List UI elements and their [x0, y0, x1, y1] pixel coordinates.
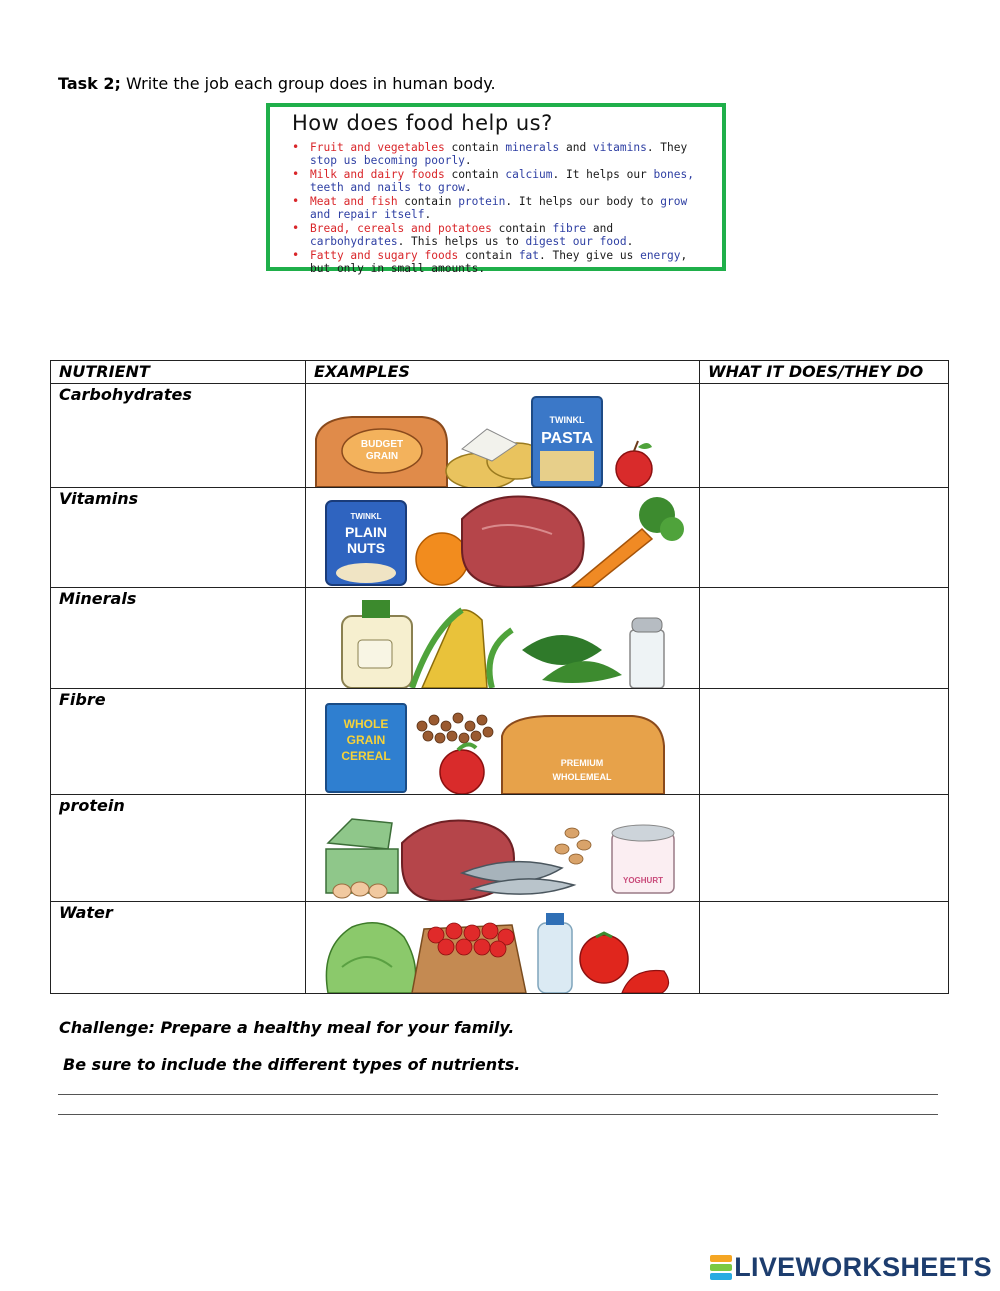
examples-cell [306, 384, 700, 488]
examples-cell [306, 689, 700, 795]
table-row [51, 588, 949, 689]
answer-line-2[interactable] [58, 1114, 938, 1115]
carbohydrates-food-image [312, 389, 692, 487]
fibre-label-cereal: CEREAL [341, 749, 391, 763]
table-row [51, 689, 949, 795]
brand-name: LIVEWORKSHEETS [734, 1252, 992, 1282]
info-bullet: • Bread, cereals and potatoes contain fibre and carbohydrates. This helps us to digest our food. [288, 222, 712, 248]
nutrient-name: Minerals [51, 588, 306, 689]
fibre-label-wholemeal: WHOLEMEAL [552, 772, 612, 782]
info-bullet: • Milk and dairy foods contain calcium. It helps our bones, teeth and nails to grow. [288, 168, 712, 194]
table-row [51, 795, 949, 902]
info-bullet: • Fatty and sugary foods contain fat. They give us energy, but only in small amounts. [288, 249, 712, 275]
table-header-row [51, 361, 949, 384]
table-row [51, 384, 949, 488]
protein-food-image [312, 803, 692, 901]
table-row [51, 488, 949, 588]
vit-label-twinkl: TWINKL [350, 512, 382, 521]
info-box-title: How does food help us? [292, 111, 553, 135]
liveworksheets-logo [710, 1252, 992, 1283]
fibre-label-grain: GRAIN [346, 733, 386, 747]
header-examples: EXAMPLES [306, 361, 700, 384]
info-bullet: • Fruit and vegetables contain minerals and vitamins. They stop us becoming poorly. [288, 141, 712, 167]
examples-cell [306, 588, 700, 689]
fibre-food-image [312, 696, 692, 794]
what-it-does-answer[interactable] [700, 588, 949, 689]
table-row [51, 902, 949, 994]
what-it-does-answer[interactable] [700, 488, 949, 588]
task-text: Write the job each group does in human body. [120, 74, 496, 93]
minerals-food-image [312, 590, 692, 688]
brand-mark-icon [710, 1255, 732, 1281]
nutrient-name: Fibre [51, 689, 306, 795]
info-box [266, 103, 726, 275]
info-list [288, 141, 712, 275]
what-it-does-answer[interactable] [700, 902, 949, 994]
carb-label-twinkl: TWINKL [549, 415, 585, 425]
header-nutrient: NUTRIENT [51, 361, 306, 384]
nutrient-name: Carbohydrates [51, 384, 306, 488]
examples-cell [306, 902, 700, 994]
fibre-label-premium: PREMIUM [560, 758, 604, 768]
header-what-it-does: WHAT IT DOES/THEY DO [700, 361, 949, 384]
protein-label-yoghurt: YOGHURT [623, 876, 663, 885]
fibre-label-whole: WHOLE [343, 717, 389, 731]
answer-line-1[interactable] [58, 1094, 938, 1095]
examples-cell [306, 795, 700, 902]
carb-label-pasta: PASTA [541, 430, 593, 447]
nutrient-table [50, 360, 949, 994]
examples-cell [306, 488, 700, 588]
task-instruction [58, 74, 496, 93]
vit-label-plain: PLAIN [345, 524, 387, 540]
carb-label-grain: GRAIN [365, 451, 399, 462]
nutrient-name: Vitamins [51, 488, 306, 588]
task-label: Task 2; [58, 74, 121, 93]
challenge-instruction: Be sure to include the different types of nutrients. [63, 1055, 521, 1074]
nutrient-name: Water [51, 902, 306, 994]
what-it-does-answer[interactable] [700, 689, 949, 795]
challenge-title: Challenge: Prepare a healthy meal for your family. [59, 1018, 515, 1037]
vitamins-food-image [312, 489, 692, 587]
water-food-image [312, 907, 692, 993]
carb-label-budget: BUDGET [360, 439, 404, 450]
nutrient-name: protein [51, 795, 306, 902]
vit-label-nuts: NUTS [346, 540, 386, 556]
what-it-does-answer[interactable] [700, 795, 949, 902]
what-it-does-answer[interactable] [700, 384, 949, 488]
info-bullet: • Meat and fish contain protein. It helps our body to grow and repair itself. [288, 195, 712, 221]
